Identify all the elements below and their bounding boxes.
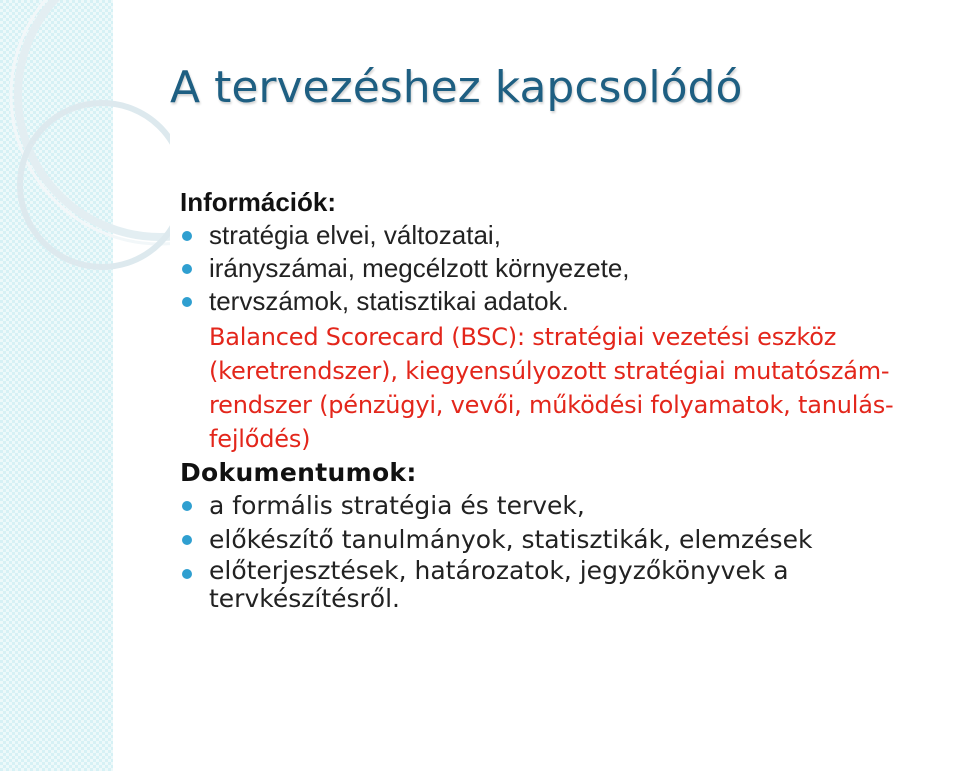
informaciok-heading: Információk: <box>180 187 337 217</box>
list-item: a formális stratégia és tervek, <box>180 489 960 523</box>
list-item: előkészítő tanulmányok, statisztikák, elemzések <box>180 523 960 557</box>
list-item: tervszámok, statisztikai adatok. <box>180 285 960 318</box>
page-title: A tervezéshez kapcsolódó <box>170 62 743 113</box>
dokumentumok-list <box>180 489 960 613</box>
informaciok-list <box>180 219 960 318</box>
slide-content <box>180 186 960 613</box>
list-item: stratégia elvei, változatai, <box>180 219 960 252</box>
list-item: irányszámai, megcélzott környezete, <box>180 252 960 285</box>
dokumentumok-heading: Dokumentumok: <box>180 458 417 487</box>
decorative-circles <box>0 0 170 280</box>
list-item: előterjesztések, határozatok, jegyzőkönyvek a tervkészítésről. <box>180 557 960 613</box>
bsc-definition: Balanced Scorecard (BSC): stratégiai vezetési eszköz (keretrendszer), kiegyensúlyozott stratégiai mutatószám-rendszer (pénzügyi, vevői, működési folyamatok, tanulás-fejlődés) <box>209 323 894 453</box>
